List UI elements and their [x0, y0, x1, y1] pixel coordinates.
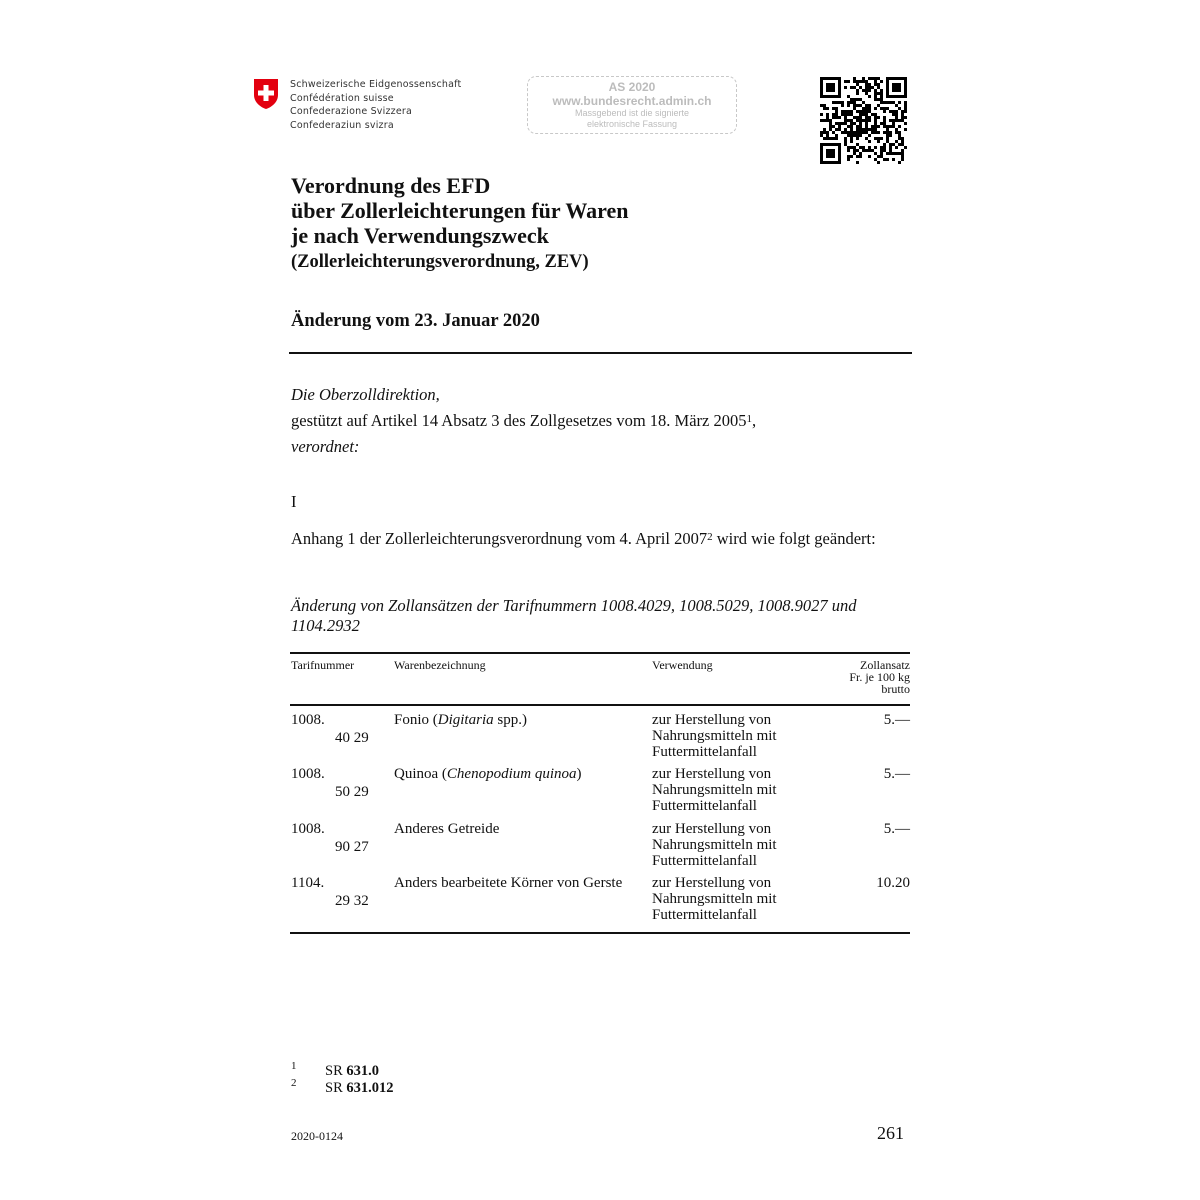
- issuer: Die Oberzolldirektion,: [291, 385, 440, 404]
- waren-text: Fonio (: [394, 712, 438, 728]
- table-row: [290, 821, 910, 875]
- cell-verwendung: zur Herstellung von Nahrungsmitteln mit Futtermittelanfall: [652, 766, 777, 814]
- as-stamp: [527, 76, 737, 134]
- cell-tarifnummer: [291, 821, 381, 855]
- zollansatz-line-2: Fr. je 100 kg: [849, 670, 910, 684]
- cell-tarifnummer: [291, 766, 381, 800]
- title-line-2: über Zollerleichterungen für Waren: [291, 198, 629, 223]
- as-stamp-note-1: Massgebend ist die signierte: [574, 108, 690, 118]
- decrees: verordnet:: [291, 437, 360, 456]
- table-row: [290, 712, 910, 766]
- document-number: 2020-0124: [291, 1129, 343, 1143]
- cell-tarifnummer: [291, 875, 381, 909]
- cell-warenbezeichnung: [394, 875, 652, 891]
- table-header-rule: [290, 704, 910, 706]
- legal-basis-text: gestützt auf Artikel 14 Absatz 3 des Zollgesetzes vom 18. März 2005: [291, 411, 747, 430]
- tarif-subheading: 29 32: [335, 893, 369, 909]
- waren-scientific-name: Chenopodium quinoa: [446, 766, 577, 782]
- tarif-chapter: 1008.: [291, 766, 325, 782]
- tarif-chapter: 1008.: [291, 821, 325, 837]
- cell-warenbezeichnung: [394, 712, 652, 728]
- footnote-prefix: SR: [325, 1080, 347, 1096]
- federal-names: [290, 78, 461, 132]
- column-header-warenbezeichnung: Warenbezeichnung: [394, 658, 486, 672]
- document-subtitle: (Zollerleichterungsverordnung, ZEV): [291, 252, 589, 272]
- waren-scientific-name: Digitaria: [437, 712, 494, 728]
- waren-text-end: spp.): [493, 712, 527, 728]
- federal-name-it: Confederazione Svizzera: [290, 106, 413, 117]
- footnote-ref-2[interactable]: 2: [707, 531, 713, 543]
- waren-text-end: ): [576, 766, 582, 782]
- federal-name-fr: Confédération suisse: [290, 92, 394, 104]
- cell-verwendung: zur Herstellung von Nahrungsmitteln mit Futtermittelanfall: [652, 875, 777, 923]
- footnote-sr-number[interactable]: 631.012: [346, 1080, 394, 1096]
- federal-name-de: Schweizerische Eidgenossenschaft: [290, 79, 462, 90]
- cell-tarifnummer: [291, 712, 381, 746]
- table-bottom-rule: [290, 932, 910, 934]
- title-line-1: Verordnung des EFD: [291, 173, 491, 198]
- waren-text: Anderes Getreide: [394, 821, 500, 837]
- tarif-subheading: 50 29: [335, 784, 369, 800]
- table-row: [290, 766, 910, 820]
- column-header-tarifnummer: Tarifnummer: [291, 658, 355, 672]
- zollansatz-line-3: brutto: [881, 682, 910, 696]
- tarif-subheading: 40 29: [335, 730, 369, 746]
- cell-zollansatz: 5.—: [883, 821, 910, 837]
- document-title: [291, 173, 629, 248]
- federal-name-rm: Confederaziun svizra: [290, 119, 394, 131]
- qr-code-icon: [820, 77, 907, 164]
- cell-zollansatz: 5.—: [883, 712, 910, 728]
- waren-text: Anders bearbeitete Körner von Gerste: [394, 875, 623, 891]
- cell-warenbezeichnung: [394, 821, 652, 837]
- table-row: [290, 875, 910, 929]
- legal-basis: [291, 411, 756, 431]
- amendment-date: Änderung vom 23. Januar 2020: [291, 311, 540, 331]
- title-line-3: je nach Verwendungszweck: [291, 223, 549, 248]
- cell-zollansatz: 10.20: [876, 875, 910, 891]
- cell-verwendung: zur Herstellung von Nahrungsmitteln mit Futtermittelanfall: [652, 712, 777, 760]
- cell-zollansatz: 5.—: [883, 766, 910, 782]
- annex-text: Anhang 1 der Zollerleichterungsverordnung vom 4. April 2007: [291, 529, 708, 548]
- tarif-chapter: 1104.: [291, 875, 325, 891]
- footnote-sr-number[interactable]: 631.0: [346, 1063, 379, 1079]
- table-caption: Änderung von Zollansätzen der Tarifnummern 1008.4029, 1008.5029, 1008.9027 und 1104.2932: [291, 596, 857, 635]
- as-stamp-edition: AS 2020: [608, 80, 656, 94]
- page-number: 261: [877, 1123, 904, 1143]
- zollansatz-line-1: Zollansatz: [860, 658, 910, 672]
- swiss-cross-shield-icon: [252, 78, 280, 110]
- table-top-rule: [290, 652, 910, 654]
- as-stamp-note-2: elektronische Fassung: [586, 119, 678, 129]
- footnote-text: [325, 1063, 379, 1080]
- as-stamp-url: www.bundesrecht.admin.ch: [552, 94, 712, 108]
- annex-text-end: wird wie folgt geändert:: [712, 529, 876, 548]
- title-divider: [289, 352, 912, 354]
- annex-statement: [291, 527, 909, 549]
- cell-warenbezeichnung: [394, 766, 652, 782]
- waren-text: Quinoa (: [394, 766, 447, 782]
- footnote-number: 2: [291, 1077, 297, 1089]
- footnote-ref-1[interactable]: 1: [746, 413, 752, 425]
- cell-verwendung: zur Herstellung von Nahrungsmitteln mit Futtermittelanfall: [652, 821, 777, 869]
- footnote-number: 1: [291, 1060, 297, 1072]
- footnote-text: [325, 1080, 394, 1097]
- column-header-verwendung: Verwendung: [652, 658, 713, 672]
- column-header-zollansatz: [849, 659, 910, 695]
- tarif-chapter: 1008.: [291, 712, 325, 728]
- section-number: I: [291, 492, 297, 511]
- legal-basis-end: ,: [751, 411, 757, 430]
- footnote-prefix: SR: [325, 1063, 347, 1079]
- tarif-subheading: 90 27: [335, 839, 369, 855]
